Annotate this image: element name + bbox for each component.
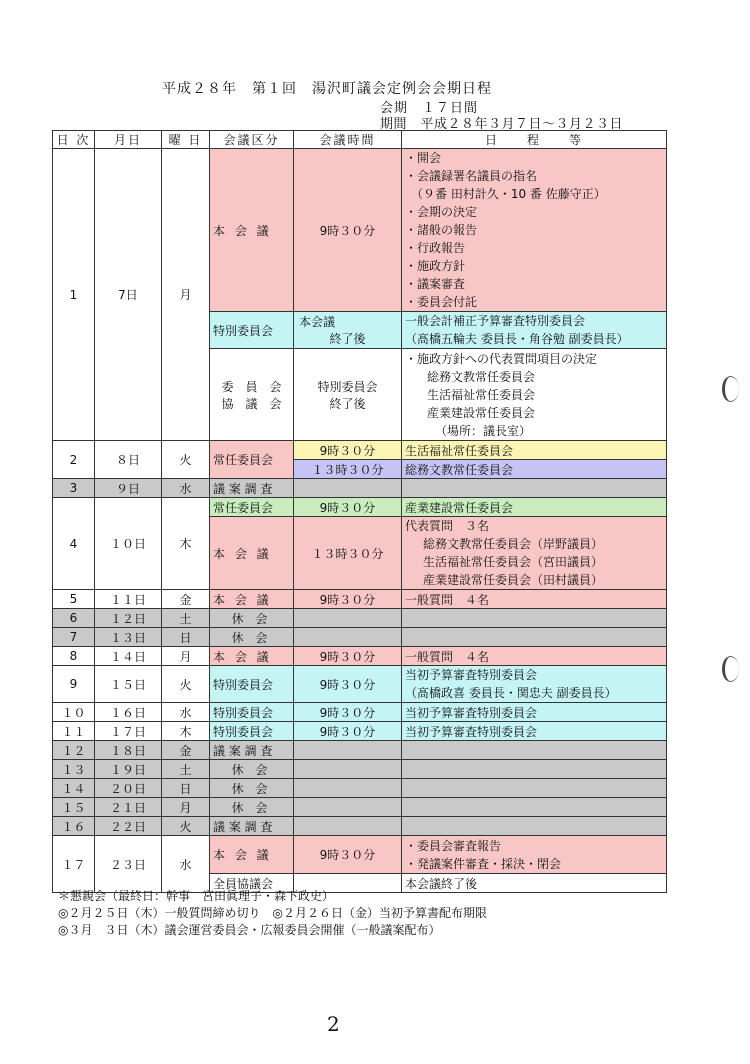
weekday: 金 <box>162 741 210 760</box>
agenda <box>402 817 667 836</box>
agenda: 一般質問 ４名 <box>402 590 667 609</box>
page-number: 2 <box>327 1012 340 1036</box>
meeting-time: 9時３０分 <box>294 590 402 609</box>
session-period: 期間 平成２８年３月７日〜３月２３日 <box>380 117 624 132</box>
meeting-type: 常任委員会 <box>210 441 294 479</box>
agenda: 本会議終了後 <box>402 874 667 893</box>
date: １４日 <box>95 647 162 666</box>
meeting-time-line: 特別委員会 <box>317 379 378 394</box>
date: １３日 <box>95 628 162 647</box>
weekday: 火 <box>162 666 210 703</box>
meeting-type: 本 会 議 <box>210 590 294 609</box>
table-header-row <box>53 131 667 149</box>
meeting-time <box>294 609 402 628</box>
table-row <box>53 666 667 703</box>
agenda-line: ・施政方針 <box>405 259 466 273</box>
agenda-line: ・施政方針への代表質問項目の決定 <box>405 351 598 366</box>
agenda <box>402 628 667 647</box>
agenda <box>402 779 667 798</box>
table-row <box>53 647 667 666</box>
date: １６日 <box>95 703 162 722</box>
agenda-line: ・議案審査 <box>405 277 466 291</box>
date: ２２日 <box>95 817 162 836</box>
col-agenda: 日 程 等 <box>402 131 667 149</box>
agenda-line: ・発議案件審査・採決・閉会 <box>405 856 562 871</box>
date: １７日 <box>95 722 162 741</box>
agenda: 当初予算審査特別委員会 <box>402 703 667 722</box>
footnote: ◎２月２５日（木）一般質問締め切り ◎２月２６日（金）当初予算書配布期限 <box>58 906 487 920</box>
weekday: 土 <box>162 760 210 779</box>
meeting-type: 休 会 <box>210 609 294 628</box>
agenda: 当初予算審査特別委員会 <box>402 722 667 741</box>
agenda <box>402 836 667 874</box>
agenda-line: （９番 田村計久・10 番 佐藤守正） <box>411 187 606 201</box>
table-row <box>53 836 667 874</box>
meeting-time: 9時３０分 <box>294 441 402 460</box>
agenda <box>402 798 667 817</box>
meeting-type: 特別委員会 <box>210 703 294 722</box>
page-title: 平成２８年 第１回 湯沢町議会定例会会期日程 <box>162 81 492 97</box>
meeting-type: 議 案 調 査 <box>210 817 294 836</box>
weekday: 火 <box>162 441 210 479</box>
date: ２１日 <box>95 798 162 817</box>
day-number: １７ <box>53 836 95 893</box>
meeting-type: 本 会 議 <box>210 517 294 590</box>
meeting-type <box>210 349 294 441</box>
meeting-time: 9時３０分 <box>294 836 402 874</box>
agenda-line: （髙橋五輪夫 委員長・角谷勉 副委員長） <box>405 332 629 346</box>
weekday: 水 <box>162 836 210 893</box>
weekday: 月 <box>162 798 210 817</box>
table-row <box>53 590 667 609</box>
agenda-line: 代表質問 ３名 <box>405 519 490 533</box>
date: ２０日 <box>95 779 162 798</box>
agenda-line: 生活福祉常任委員会（宮田議員） <box>423 555 604 569</box>
meeting-time: 9時３０分 <box>294 498 402 517</box>
table-row <box>53 798 667 817</box>
agenda-line: ・諸般の報告 <box>405 223 478 237</box>
agenda-line: （髙橋政喜 委員長・関忠夫 副委員長） <box>405 686 617 700</box>
col-date: 月日 <box>95 131 162 149</box>
table-row <box>53 703 667 722</box>
day-number: 6 <box>53 609 95 628</box>
date: １９日 <box>95 760 162 779</box>
date: １５日 <box>95 666 162 703</box>
agenda-line: ・開会 <box>405 151 442 165</box>
day-number: １３ <box>53 760 95 779</box>
agenda-line: 当初予算審査特別委員会 <box>405 668 538 682</box>
meeting-time <box>294 817 402 836</box>
table-row <box>53 722 667 741</box>
meeting-time-line: 終了後 <box>329 332 366 346</box>
meeting-type: 休 会 <box>210 760 294 779</box>
agenda <box>402 609 667 628</box>
footnote: ＊懇親会（最終日：幹事 宮田眞理子・森下政史） <box>58 889 335 903</box>
day-number: １４ <box>53 779 95 798</box>
meeting-type: 特別委員会 <box>210 312 294 349</box>
weekday: 月 <box>162 647 210 666</box>
meeting-type: 本 会 議 <box>210 836 294 874</box>
agenda <box>402 479 667 498</box>
day-number: １２ <box>53 741 95 760</box>
weekday: 金 <box>162 590 210 609</box>
weekday: 日 <box>162 779 210 798</box>
weekday: 木 <box>162 498 210 590</box>
table-row <box>53 498 667 517</box>
punch-hole-icon <box>722 656 739 682</box>
weekday: 水 <box>162 703 210 722</box>
meeting-type-line: 委 員 会 <box>221 379 282 394</box>
meeting-type: 休 会 <box>210 798 294 817</box>
weekday: 日 <box>162 628 210 647</box>
meeting-type: 特別委員会 <box>210 666 294 703</box>
meeting-time <box>294 628 402 647</box>
table-row <box>53 817 667 836</box>
meeting-time <box>294 779 402 798</box>
date: 7日 <box>95 149 162 441</box>
session-length: 会期 １７日間 <box>380 101 479 116</box>
table-row <box>53 609 667 628</box>
agenda: 生活福祉常任委員会 <box>402 441 667 460</box>
day-number: １０ <box>53 703 95 722</box>
agenda <box>402 741 667 760</box>
agenda-line: ・会議録署名議員の指名 <box>405 169 538 183</box>
meeting-time: 9時３０分 <box>294 703 402 722</box>
agenda-line: 総務文教常任委員会（岸野議員） <box>423 537 604 551</box>
col-meeting-time: 会議時間 <box>294 131 402 149</box>
punch-hole-icon <box>722 376 739 402</box>
date: ２３日 <box>95 836 162 893</box>
meeting-time <box>294 312 402 349</box>
day-number: 7 <box>53 628 95 647</box>
table-row <box>53 760 667 779</box>
meeting-type: 全員協議会 <box>210 874 294 893</box>
agenda: 産業建設常任委員会 <box>402 498 667 517</box>
day-number: 5 <box>53 590 95 609</box>
meeting-time <box>294 760 402 779</box>
col-meeting-type: 会議区分 <box>210 131 294 149</box>
col-weekday: 曜 日 <box>162 131 210 149</box>
meeting-time: 9時３０分 <box>294 666 402 703</box>
agenda-line: ・会期の決定 <box>405 205 478 219</box>
agenda-line: （場所：議長室） <box>435 423 532 438</box>
agenda-line: 総務文教常任委員会 <box>427 369 536 384</box>
day-number: 8 <box>53 647 95 666</box>
agenda <box>402 760 667 779</box>
col-day-number: 日 次 <box>53 131 95 149</box>
meeting-time: 9時３０分 <box>294 722 402 741</box>
agenda <box>402 349 667 441</box>
day-number: 1 <box>53 149 95 441</box>
agenda-line: 生活福祉常任委員会 <box>427 387 536 402</box>
meeting-time-line: 本会議 <box>299 315 336 329</box>
agenda-line: ・委員会審査報告 <box>405 838 502 853</box>
date: １２日 <box>95 609 162 628</box>
meeting-time: 9時３０分 <box>294 149 402 312</box>
date: ８日 <box>95 441 162 479</box>
meeting-time-line: 終了後 <box>329 396 366 411</box>
schedule-table <box>52 130 667 893</box>
day-number: 2 <box>53 441 95 479</box>
meeting-time <box>294 798 402 817</box>
agenda-line: ・行政報告 <box>405 241 466 255</box>
meeting-time: １３時３０分 <box>294 460 402 479</box>
table-row <box>53 479 667 498</box>
date: １０日 <box>95 498 162 590</box>
agenda <box>402 666 667 703</box>
agenda-line: 産業建設常任委員会（田村議員） <box>423 573 604 587</box>
weekday: 木 <box>162 722 210 741</box>
day-number: 4 <box>53 498 95 590</box>
agenda <box>402 149 667 312</box>
day-number: １５ <box>53 798 95 817</box>
meeting-time: １３時３０分 <box>294 517 402 590</box>
table-row <box>53 741 667 760</box>
day-number: １１ <box>53 722 95 741</box>
weekday: 水 <box>162 479 210 498</box>
meeting-time <box>294 349 402 441</box>
meeting-type: 特別委員会 <box>210 722 294 741</box>
weekday: 火 <box>162 817 210 836</box>
meeting-time: 9時３０分 <box>294 647 402 666</box>
agenda-line: 産業建設常任委員会 <box>427 405 536 420</box>
agenda-line: 一般会計補正予算審査特別委員会 <box>405 314 586 328</box>
agenda <box>402 517 667 590</box>
table-row <box>53 779 667 798</box>
meeting-time <box>294 741 402 760</box>
meeting-type: 本 会 議 <box>210 149 294 312</box>
agenda-line: ・委員会付託 <box>405 295 478 309</box>
meeting-type: 本 会 議 <box>210 647 294 666</box>
meeting-time <box>294 479 402 498</box>
agenda: 一般質問 ４名 <box>402 647 667 666</box>
footnotes <box>58 888 487 939</box>
footnote: ◎３月 ３日（木）議会運営委員会・広報委員会開催（一般議案配布） <box>58 923 441 937</box>
meeting-type: 休 会 <box>210 779 294 798</box>
table-row <box>53 149 667 312</box>
day-number: 9 <box>53 666 95 703</box>
agenda <box>402 312 667 349</box>
meeting-type: 常任委員会 <box>210 498 294 517</box>
meeting-type: 議 案 調 査 <box>210 479 294 498</box>
day-number: 3 <box>53 479 95 498</box>
weekday: 土 <box>162 609 210 628</box>
date: １８日 <box>95 741 162 760</box>
day-number: １６ <box>53 817 95 836</box>
table-row <box>53 628 667 647</box>
date: ９日 <box>95 479 162 498</box>
meeting-type-line: 協 議 会 <box>221 396 282 411</box>
meeting-type: 議 案 調 査 <box>210 741 294 760</box>
date: １１日 <box>95 590 162 609</box>
agenda: 総務文教常任委員会 <box>402 460 667 479</box>
table-row <box>53 441 667 460</box>
meeting-type: 休 会 <box>210 628 294 647</box>
weekday: 月 <box>162 149 210 441</box>
